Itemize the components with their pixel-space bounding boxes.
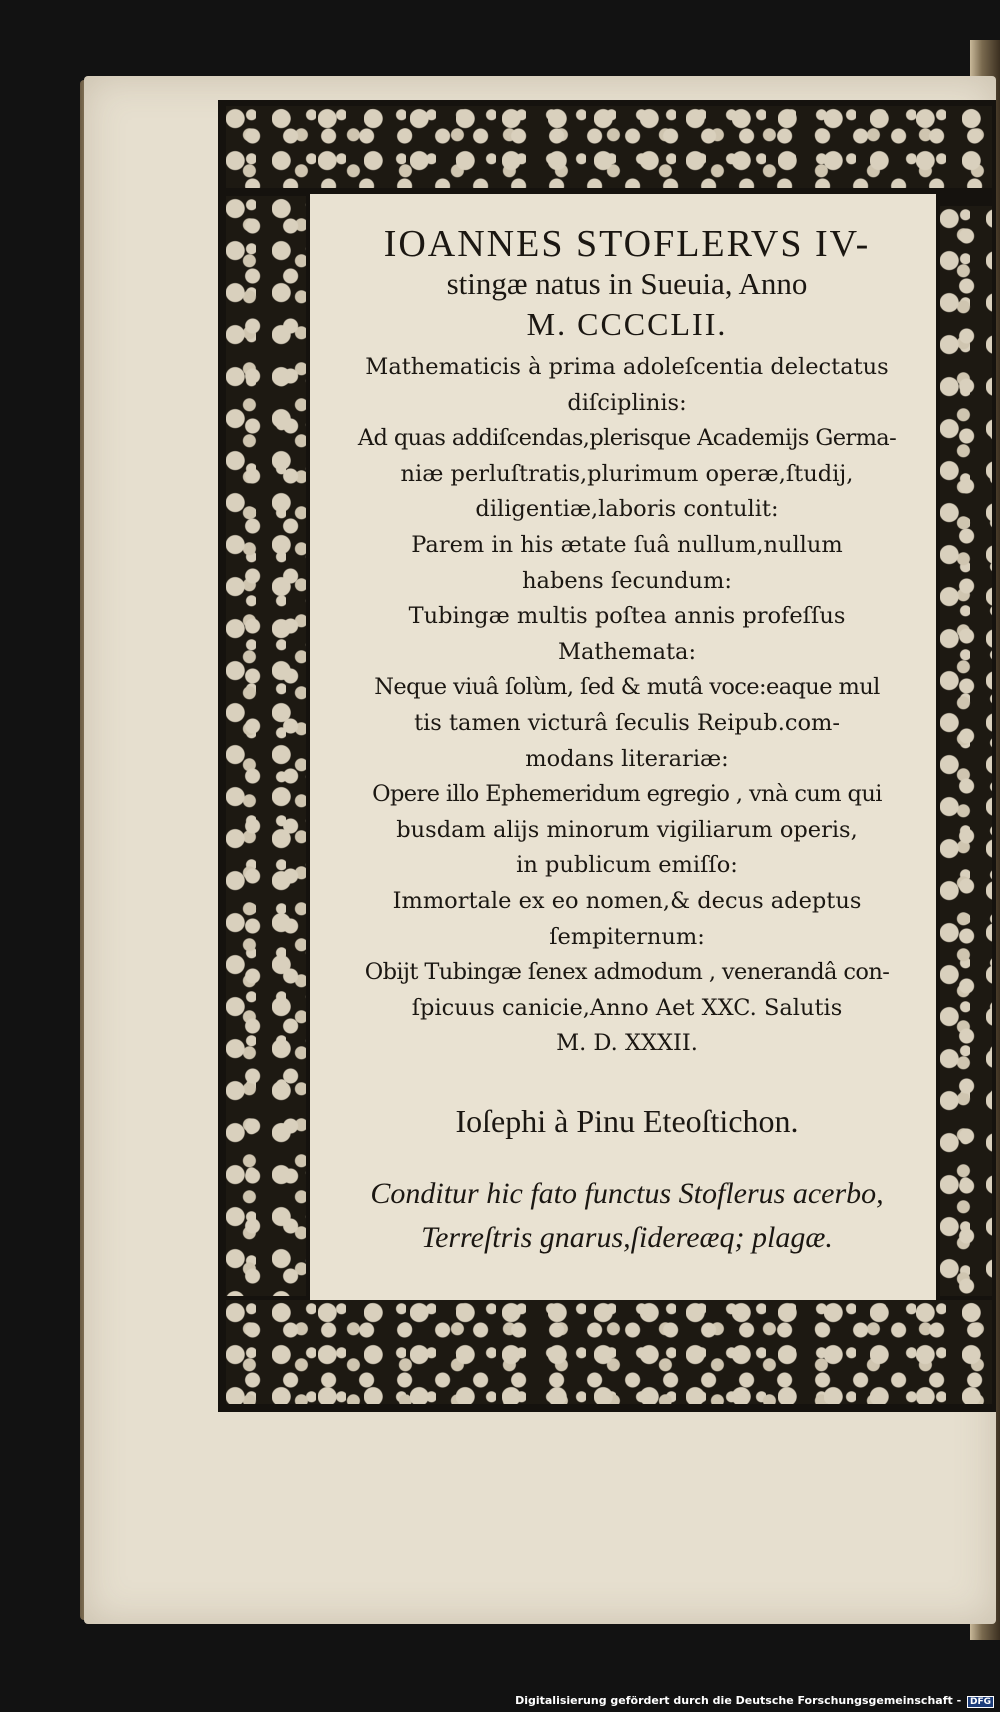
body-line: busdam alijs minorum vigiliarum operis, bbox=[396, 816, 858, 843]
body-line: diligentiæ,laboris contulit: bbox=[475, 496, 779, 523]
body-line: niæ perluſtratis,plurimum operæ,ſtudij, bbox=[400, 460, 854, 487]
woodcut-border-bottom bbox=[226, 1300, 992, 1404]
woodcut-border-left bbox=[226, 196, 306, 1296]
body-line: modans literariæ: bbox=[525, 745, 729, 772]
title-line-1: IOANNES STOFLERVS IV- bbox=[383, 223, 871, 265]
body-line: Tubingæ multis poſtea annis profeſſus bbox=[408, 603, 846, 630]
body-line: Neque viuâ ſolùm, ſed & mutâ voce:eaque mul bbox=[374, 674, 880, 701]
epitaph-text bbox=[318, 224, 936, 1260]
woodcut-border-right bbox=[940, 206, 992, 1296]
credit-text: Digitalisierung gefördert durch die Deutsche Forschungsgemeinschaft - bbox=[515, 1694, 962, 1707]
epitaph-verse-line: Terreſtris gnarus,ſidereæq; plagæ. bbox=[421, 1220, 833, 1254]
body-line: Ad quas addiſcendas,plerisque Academijs Germa- bbox=[357, 425, 897, 452]
body-line: Opere illo Ephemeridum egregio , vnà cum qui bbox=[372, 781, 882, 808]
body-line: Mathemata: bbox=[557, 638, 697, 665]
title-line-3: M. CCCCLII. bbox=[526, 306, 728, 342]
body-line: Mathematicis à prima adoleſcentia delectatus bbox=[365, 354, 889, 380]
body-line: Parem in his ætate ſuâ nullum,nullum bbox=[411, 531, 843, 558]
body-line: in publicum emiſſo: bbox=[516, 852, 738, 879]
woodcut-border-top bbox=[226, 106, 992, 188]
body-line: tis tamen victurâ ſeculis Reipub.com- bbox=[414, 709, 840, 736]
body-line: M. D. XXXII. bbox=[556, 1030, 698, 1057]
digitization-credit bbox=[515, 1694, 994, 1708]
body-line: habens ſecundum: bbox=[522, 567, 732, 594]
epitaph-verse-line: Conditur hic fato functus Stoflerus acerbo, bbox=[370, 1176, 884, 1210]
title-line-2: stingæ natus in Sueuia, Anno bbox=[446, 266, 808, 301]
dfg-logo: DFG bbox=[967, 1696, 994, 1708]
body-line: diſciplinis: bbox=[567, 389, 687, 416]
body-line: Obijt Tubingæ ſenex admodum , venerandâ con- bbox=[364, 959, 890, 986]
body-line: ſpicuus canicie,Anno Aet XXC. Salutis bbox=[411, 994, 843, 1021]
body-line: Immortale ex eo nomen,& decus adeptus bbox=[392, 887, 862, 914]
epitaph-heading: Ioſephi à Pinu Eteoſtichon. bbox=[455, 1102, 799, 1139]
body-line: ſempiternum: bbox=[549, 923, 705, 950]
